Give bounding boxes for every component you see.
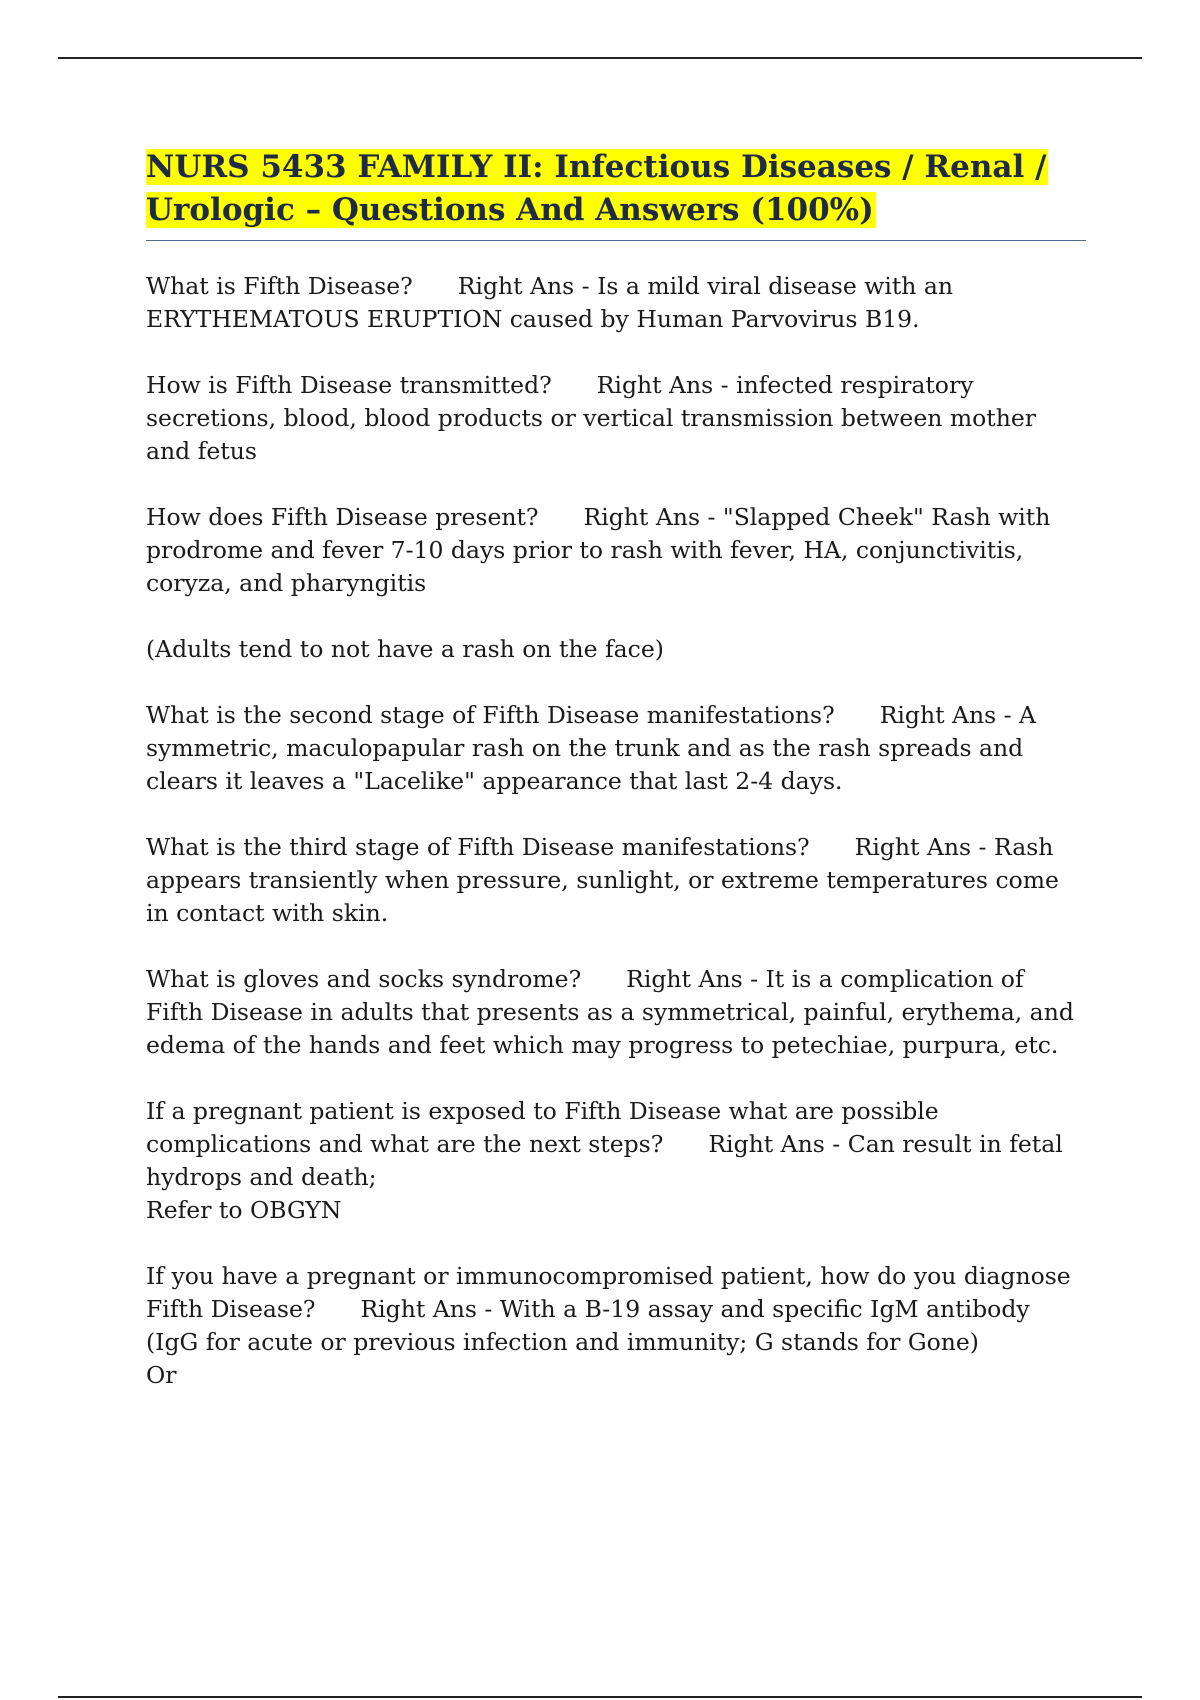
qa-item-1 <box>146 270 1086 336</box>
qa-item-8 <box>146 1260 1086 1392</box>
answer-text: Right Ans - Is a mild viral disease with an ERYTHEMATOUS ERUPTION caused by Human Parvovirus B19. <box>146 272 954 333</box>
qa-item-4 <box>146 699 1086 798</box>
qa-item-3 <box>146 501 1086 600</box>
answer-text: Right Ans - infected respiratory secretions, blood, blood products or vertical transmission between mother and fetus <box>146 371 1036 465</box>
question-text: If you have a pregnant or immunocompromised patient, how do you diagnose Fifth Disease? <box>146 1262 1071 1323</box>
question-text: What is gloves and socks syndrome? <box>146 965 582 993</box>
answer-text: Right Ans - Rash appears transiently when pressure, sunlight, or extreme temperatures come in contact with skin. <box>146 833 1059 927</box>
answer-text: Right Ans - Can result in fetal hydrops and death; Refer to OBGYN <box>146 1130 1063 1224</box>
qa-item-2 <box>146 369 1086 468</box>
document-body <box>146 146 1086 1425</box>
qa-item-5 <box>146 831 1086 930</box>
question-text: If a pregnant patient is exposed to Fifth Disease what are possible complications and what are the next steps? <box>146 1097 939 1158</box>
answer-text: Right Ans - With a B-19 assay and specific IgM antibody (IgG for acute or previous infection and immunity; G stands for Gone) Or <box>146 1295 1030 1389</box>
question-text: What is Fifth Disease? <box>146 272 413 300</box>
document-title <box>146 146 1086 241</box>
document-title-text: NURS 5433 FAMILY II: Infectious Diseases / Renal / Urologic – Questions And Answers (100%) <box>146 149 1047 228</box>
qa-list <box>146 270 1086 1392</box>
answer-text: Right Ans - A symmetric, maculopapular rash on the trunk and as the rash spreads and clears it leaves a "Lacelike" appearance that last 2-4 days. <box>146 701 1037 795</box>
qa-item-6 <box>146 963 1086 1062</box>
page-top-rule <box>58 57 1142 59</box>
page-bottom-rule <box>58 1696 1142 1698</box>
answer-text: Right Ans - "Slapped Cheek" Rash with prodrome and fever 7-10 days prior to rash with fever, HA, conjunctivitis, coryza, and pharyngitis <box>146 503 1051 597</box>
qa-note <box>146 633 1086 666</box>
answer-text: Right Ans - It is a complication of Fifth Disease in adults that presents as a symmetrical, painful, erythema, and edema of the hands and feet which may progress to petechiae, purpura, etc. <box>146 965 1074 1059</box>
question-text: What is the second stage of Fifth Disease manifestations? <box>146 701 835 729</box>
note-text: (Adults tend to not have a rash on the face) <box>146 635 664 663</box>
question-text: How is Fifth Disease transmitted? <box>146 371 552 399</box>
qa-item-7 <box>146 1095 1086 1227</box>
question-text: What is the third stage of Fifth Disease manifestations? <box>146 833 810 861</box>
question-text: How does Fifth Disease present? <box>146 503 539 531</box>
